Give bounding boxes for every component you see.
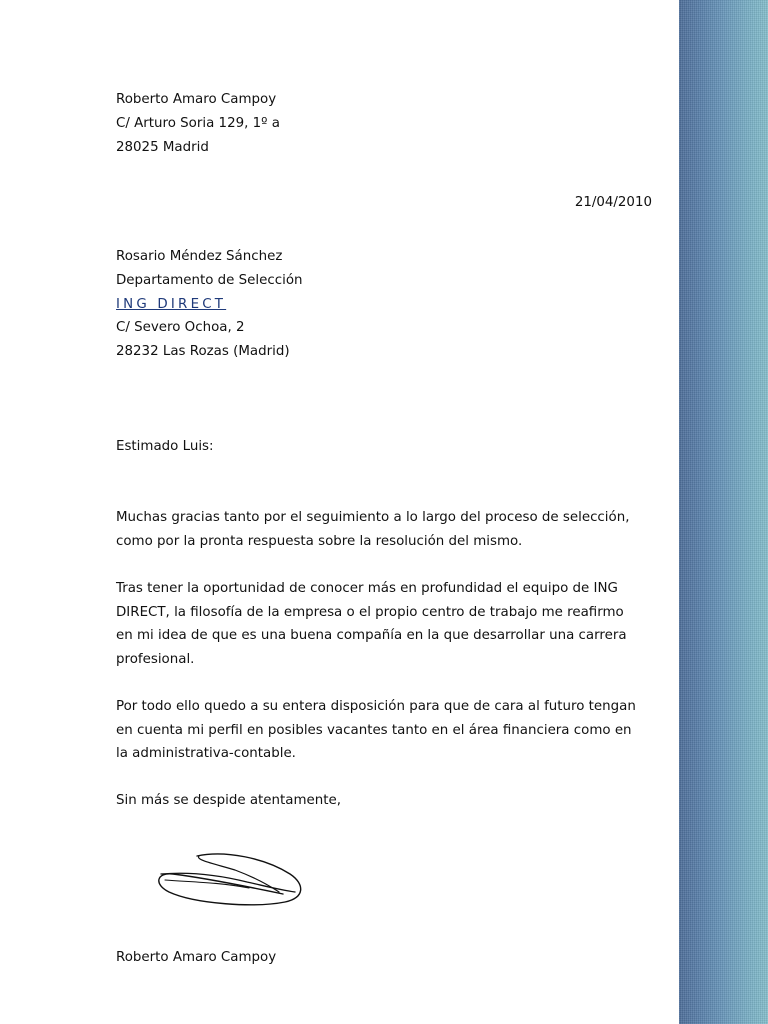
recipient-name: Rosario Méndez Sánchez — [116, 249, 283, 264]
sender-name: Roberto Amaro Campoy — [116, 92, 277, 107]
decorative-side-bar — [679, 0, 768, 1024]
paragraph-line: como por la pronta respuesta sobre la resolución del mismo. — [116, 534, 523, 549]
paragraph-line: Tras tener la oportunidad de conocer más en profundidad el equipo de ING — [116, 581, 618, 596]
paragraph-line: la administrativa-contable. — [116, 746, 296, 761]
signature-name: Roberto Amaro Campoy — [116, 950, 277, 965]
letter-date: 21/04/2010 — [574, 195, 652, 210]
paragraph-line: profesional. — [116, 652, 195, 667]
paragraph-line: Por todo ello quedo a su entera disposición para que de cara al futuro tengan — [116, 699, 636, 714]
handwritten-signature — [155, 846, 307, 908]
sender-city: 28025 Madrid — [116, 140, 209, 155]
paragraph-line: en cuenta mi perfil en posibles vacantes tanto en el área financiera como en — [116, 723, 632, 738]
paragraph-line: DIRECT, la filosofía de la empresa o el propio centro de trabajo me reafirmo — [116, 605, 624, 620]
closing: Sin más se despide atentamente, — [116, 793, 341, 808]
recipient-company[interactable] — [116, 297, 226, 313]
company-link[interactable]: ING DIRECT — [116, 297, 227, 312]
paragraph-line: en mi idea de que es una buena compañía en la que desarrollar una carrera — [116, 628, 627, 643]
sender-street: C/ Arturo Soria 129, 1º a — [116, 116, 280, 131]
recipient-department: Departamento de Selección — [116, 273, 303, 288]
greeting: Estimado Luis: — [116, 439, 214, 454]
recipient-city: 28232 Las Rozas (Madrid) — [116, 344, 290, 359]
paragraph-line: Muchas gracias tanto por el seguimiento a lo largo del proceso de selección, — [116, 510, 630, 525]
recipient-street: C/ Severo Ochoa, 2 — [116, 320, 245, 335]
